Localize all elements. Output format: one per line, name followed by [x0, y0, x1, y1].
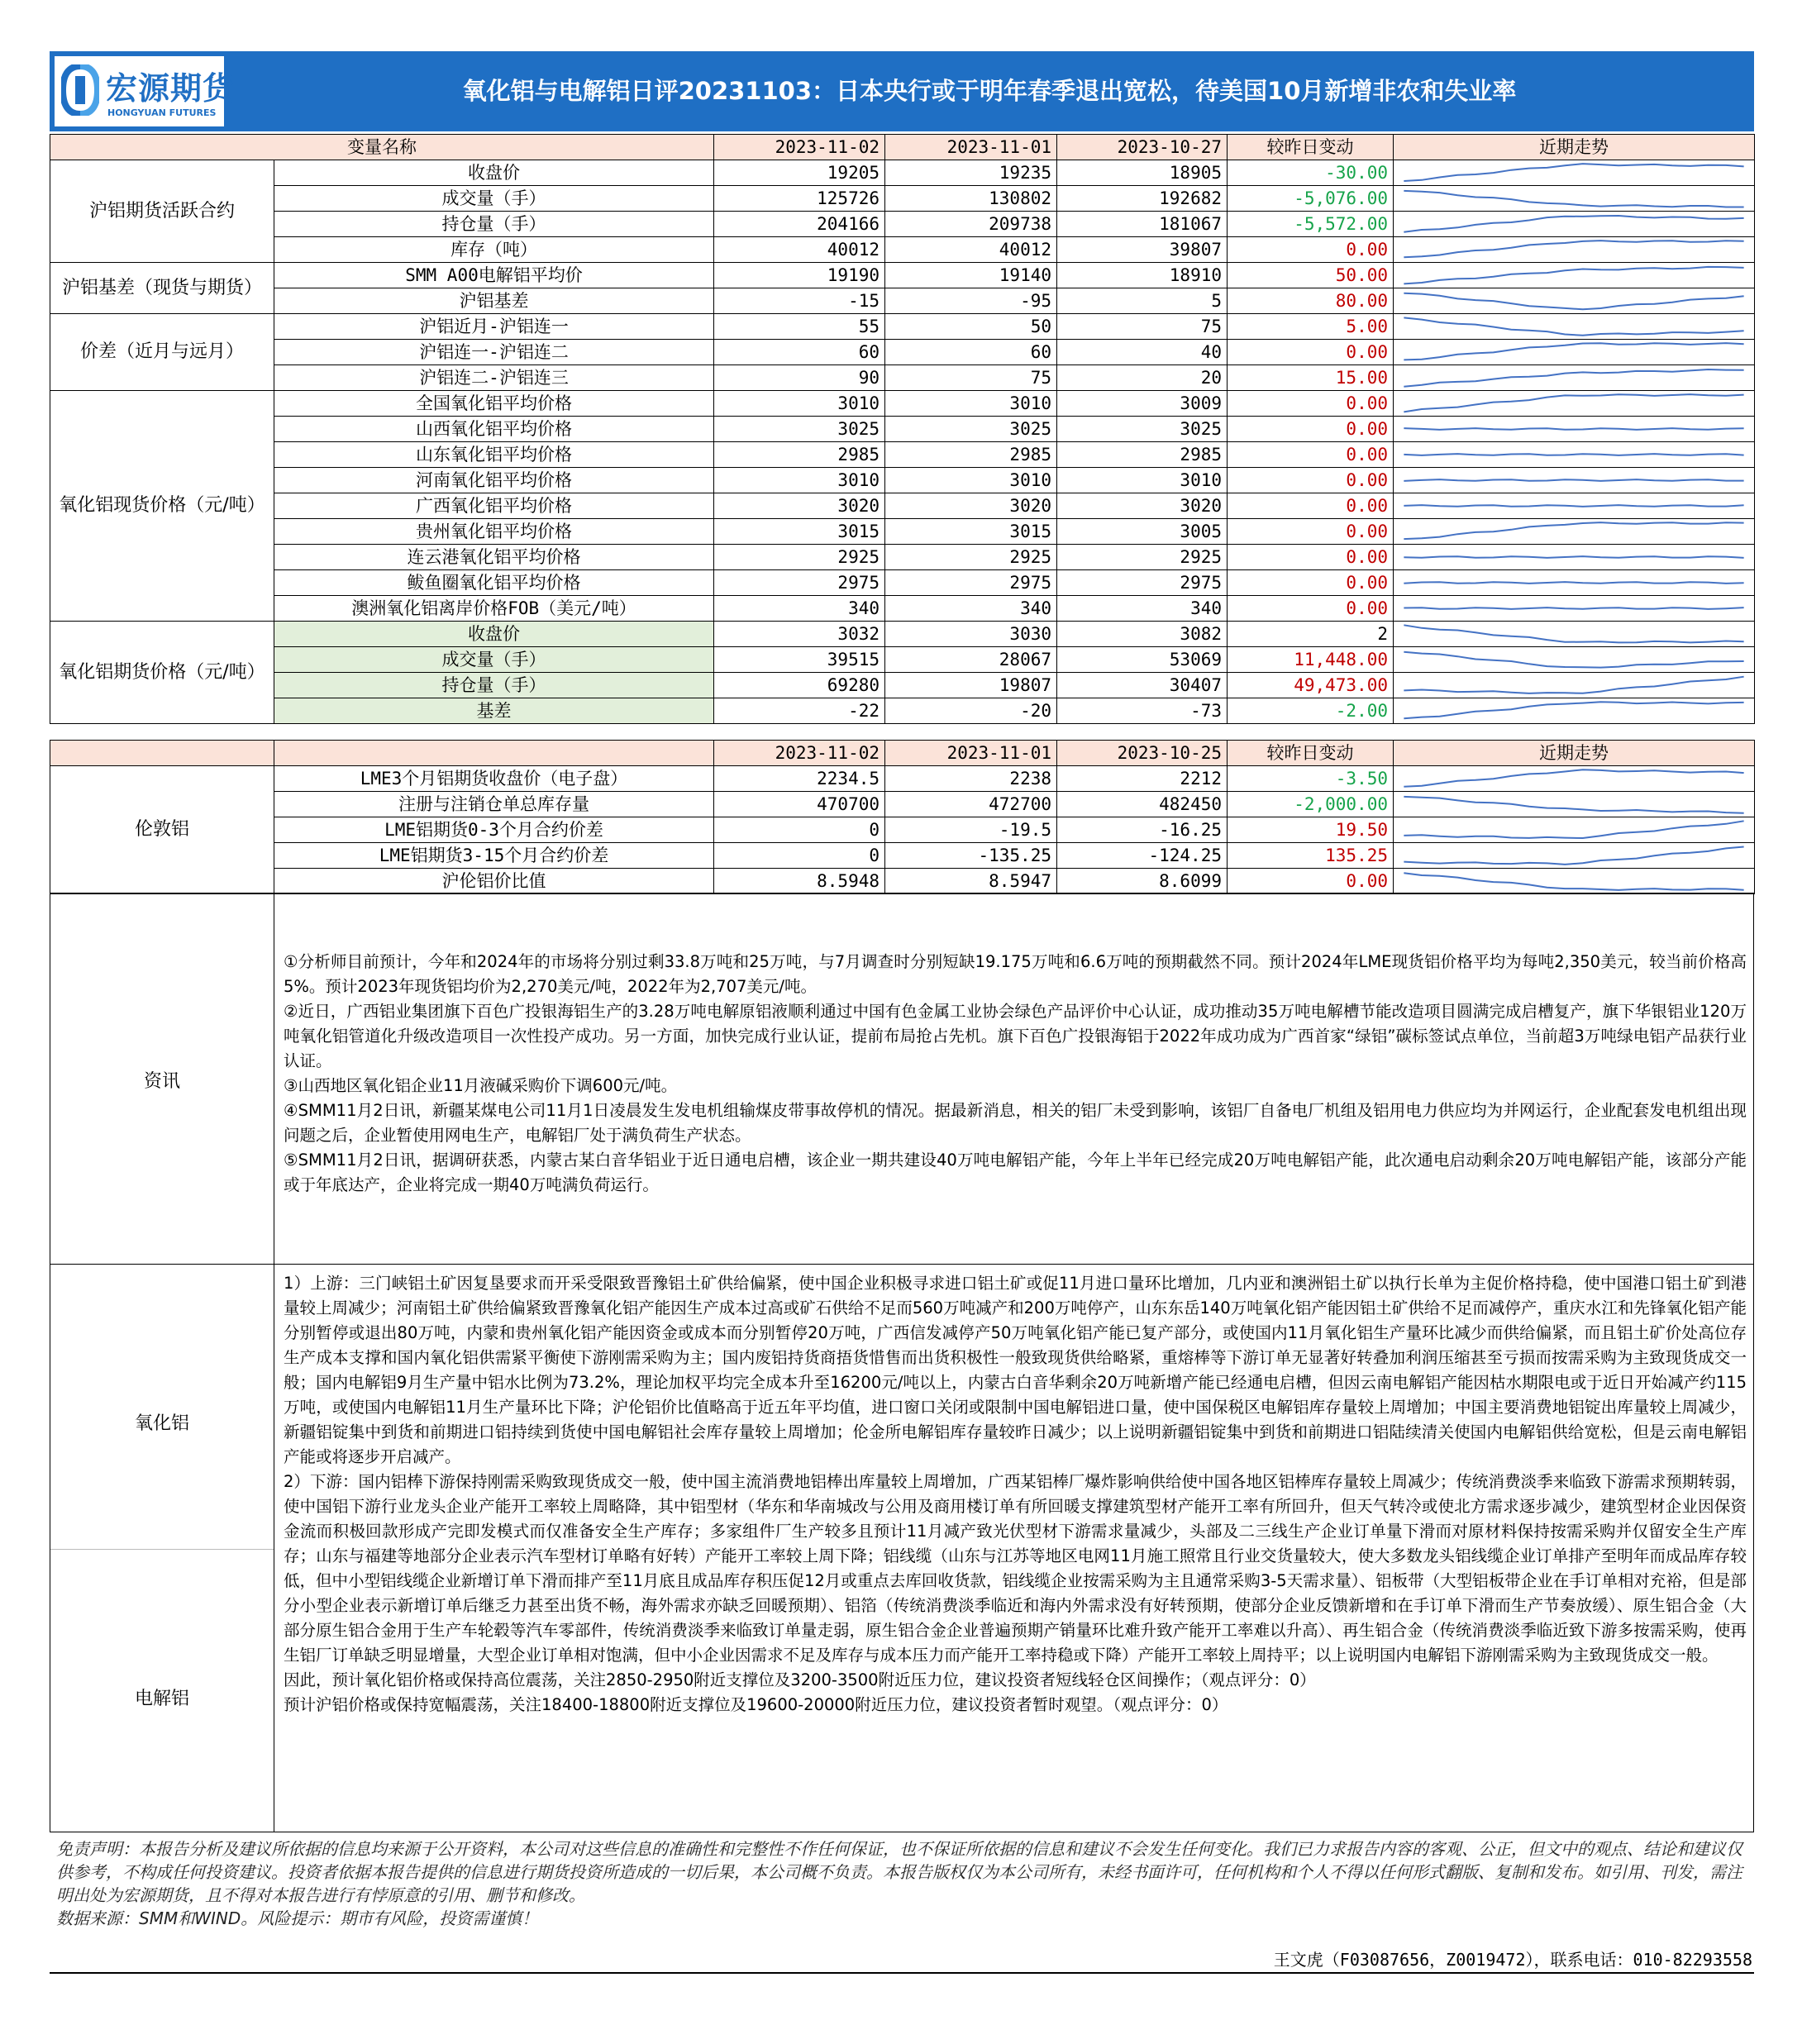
variable-name: SMM A00电解铝平均价 [274, 263, 714, 288]
variable-name: 澳洲氧化铝离岸价格FOB（美元/吨） [274, 596, 714, 622]
value-cell: 55 [714, 314, 885, 340]
change-cell: 11,448.00 [1228, 647, 1394, 673]
trend-line [1404, 479, 1743, 481]
group-label: 氧化铝现货价格（元/吨） [50, 391, 274, 622]
trend-sparkline [1399, 545, 1749, 569]
variable-name: 持仓量（手） [274, 673, 714, 698]
variable-name: LME3个月铝期货收盘价（电子盘） [274, 766, 714, 792]
value-cell: 3010 [714, 391, 885, 417]
domestic-market-table [50, 134, 1755, 724]
value-cell: 40012 [714, 237, 885, 263]
value-cell: 39515 [714, 647, 885, 673]
variable-name: 鲅鱼圈氧化铝平均价格 [274, 570, 714, 596]
trend-sparkline [1399, 766, 1749, 791]
value-cell: 75 [885, 365, 1057, 391]
trend-cell [1394, 442, 1755, 468]
change-cell: 0.00 [1228, 237, 1394, 263]
variable-name: 沪伦铝价比值 [274, 869, 714, 894]
change-cell: 0.00 [1228, 340, 1394, 365]
footer-divider [50, 1972, 1754, 1974]
variable-name: LME铝期货0-3个月合约价差 [274, 817, 714, 843]
contact-info: 王文虎（F03087656，Z0019472），联系电话：010-82293558 [1273, 1950, 1752, 1970]
trend-sparkline [1399, 493, 1749, 518]
value-cell: -15 [714, 288, 885, 314]
news-text [284, 950, 1747, 1198]
table-row [50, 160, 1755, 186]
trend-line [1404, 873, 1743, 890]
value-cell: 3025 [1057, 417, 1228, 442]
value-cell: 3020 [714, 493, 885, 519]
trend-sparkline [1399, 596, 1749, 621]
table-row [50, 493, 1755, 519]
trend-line [1404, 241, 1743, 257]
value-cell: 2985 [1057, 442, 1228, 468]
logo-mark-icon [61, 64, 99, 116]
value-cell: 3032 [714, 622, 885, 647]
variable-name: 成交量（手） [274, 186, 714, 212]
variable-name: 连云港氧化铝平均价格 [274, 545, 714, 570]
value-cell: 0 [714, 817, 885, 843]
news-label: 资讯 [143, 1071, 180, 1092]
table-row [50, 596, 1755, 622]
table-row [50, 417, 1755, 442]
header-cell: 2023-11-01 [885, 135, 1057, 160]
trend-sparkline [1399, 288, 1749, 313]
trend-cell [1394, 263, 1755, 288]
header-cell: 较昨日变动 [1228, 135, 1394, 160]
change-cell: -30.00 [1228, 160, 1394, 186]
value-cell: 3010 [885, 468, 1057, 493]
variable-name: 基差 [274, 698, 714, 724]
value-cell: -19.5 [885, 817, 1057, 843]
value-cell: 40012 [885, 237, 1057, 263]
table-row [50, 843, 1755, 869]
value-cell: 18905 [1057, 160, 1228, 186]
variable-name: 河南氧化铝平均价格 [274, 468, 714, 493]
value-cell: -95 [885, 288, 1057, 314]
trend-cell [1394, 186, 1755, 212]
value-cell: 3030 [885, 622, 1057, 647]
table-row [50, 647, 1755, 673]
trend-sparkline [1399, 647, 1749, 672]
trend-line [1404, 394, 1743, 412]
trend-cell [1394, 391, 1755, 417]
value-cell: 192682 [1057, 186, 1228, 212]
value-cell: 2975 [885, 570, 1057, 596]
value-cell: 3009 [1057, 391, 1228, 417]
table-row [50, 314, 1755, 340]
trend-sparkline [1399, 442, 1749, 467]
table-row [50, 442, 1755, 468]
variable-name: 收盘价 [274, 160, 714, 186]
table-row [50, 817, 1755, 843]
trend-cell [1394, 237, 1755, 263]
value-cell: 2212 [1057, 766, 1228, 792]
trend-sparkline [1399, 673, 1749, 698]
value-cell: 30407 [1057, 673, 1228, 698]
group-label: 伦敦铝 [50, 766, 274, 894]
table-row [50, 622, 1755, 647]
value-cell: 209738 [885, 212, 1057, 237]
value-cell: 3015 [885, 519, 1057, 545]
change-cell: 49,473.00 [1228, 673, 1394, 698]
change-cell: 19.50 [1228, 817, 1394, 843]
header-cell: 近期走势 [1394, 741, 1755, 766]
trend-line [1404, 267, 1743, 284]
table-row [50, 519, 1755, 545]
value-cell: 3010 [714, 468, 885, 493]
value-cell: 470700 [714, 792, 885, 817]
trend-cell [1394, 843, 1755, 869]
value-cell: 19205 [714, 160, 885, 186]
trend-cell [1394, 417, 1755, 442]
value-cell: 125726 [714, 186, 885, 212]
trend-line [1404, 607, 1743, 609]
news-item: ④SMM11月2日讯，新疆某煤电公司11月1日凌晨发生发电机组输煤皮带事故停机的情况。据最新消息，相关的铝厂未受到影响，该铝厂自备电厂机组及铝用电力供应均为并网运行，企业配套发电机组出现问题之后，企业暂使用网电生产，电解铝厂处于满负荷生产状态。 [284, 1101, 1747, 1145]
trend-cell [1394, 288, 1755, 314]
trend-sparkline [1399, 314, 1749, 339]
trend-line [1404, 677, 1743, 693]
trend-cell [1394, 869, 1755, 894]
value-cell: 19807 [885, 673, 1057, 698]
header-cell: 2023-10-27 [1057, 135, 1228, 160]
lme-market-table [50, 740, 1755, 894]
report-page [50, 51, 1754, 2027]
value-cell: 2985 [714, 442, 885, 468]
change-cell: 0.00 [1228, 417, 1394, 442]
trend-line [1404, 652, 1743, 668]
trend-line [1404, 522, 1743, 539]
value-cell: 2234.5 [714, 766, 885, 792]
analysis-paragraph: 1）上游：三门峡铝土矿因复垦要求而开采受限致晋豫铝土矿供给偏紧，使中国企业积极寻求进口铝土矿或促11月进口量环比增加，几内亚和澳洲铝土矿以执行长单为主促价格持稳，使中国港口铝土矿到港量较上周减少；河南铝土矿供给偏紧致晋豫氧化铝产能因生产成本过高或矿石供给不足而560万吨减产和200万吨停产，山东东岳140万吨氧化铝产能因铝土矿供给不足而减停产，重庆水江和先锋氧化铝产能分别暂停或退出80万吨，内蒙和贵州氧化铝产能因资金或成本而分别暂停20万吨，广西信发减停产50万吨氧化铝产能已复产部分，或使国内11月氧化铝生产量环比减少而供给偏紧，而且铝土矿价处高位存生产成本支撑和国内氧化铝供需紧平衡使下游刚需采购为主；国内废铝持货商捂货惜售而出货积极性一般致现货供给略紧，重熔棒等下游订单无显著好转叠加利润压缩甚至亏损而按需采购为主致现货成交一般；国内电解铝9月生产量中铝水比例为73.2%，理论加权平均完全成本升至16200元/吨以上，内蒙古白音华剩余20万吨新增产能已经通电启槽，但因云南电解铝产能因枯水期限电或于近日开始减产约115万吨，或使国内电解铝11月生产量环比下降；沪伦铝价比值略高于近五年平均值，进口窗口关闭或限制中国电解铝进口量，使中国保税区电解铝库存量较上周增加；中国主要消费地铝锭出库量较上周减少，新疆铝锭集中到货和前期进口铝持续到货使中国电解铝社会库存量较上周增加；伦金所电解铝库存量较昨日减少；以上说明新疆铝锭集中到货和前期进口铝陆续清关使国内电解铝供给宽松，但是云南电解铝产能或将逐步开启减产。 [284, 1274, 1747, 1466]
value-cell: 3025 [714, 417, 885, 442]
trend-sparkline [1399, 519, 1749, 544]
group-label: 氧化铝期货价格（元/吨） [50, 622, 274, 724]
table-row [50, 288, 1755, 314]
trend-sparkline [1399, 263, 1749, 288]
variable-name: 持仓量（手） [274, 212, 714, 237]
variable-name: 贵州氧化铝平均价格 [274, 519, 714, 545]
table-row [50, 391, 1755, 417]
variable-name: 库存（吨） [274, 237, 714, 263]
trend-line [1404, 317, 1743, 335]
change-cell: 0.00 [1228, 493, 1394, 519]
variable-name: 收盘价 [274, 622, 714, 647]
trend-sparkline [1399, 698, 1749, 723]
trend-line [1404, 216, 1743, 232]
trend-sparkline [1399, 792, 1749, 817]
value-cell: 5 [1057, 288, 1228, 314]
change-cell: 0.00 [1228, 442, 1394, 468]
value-cell: 69280 [714, 673, 885, 698]
trend-sparkline [1399, 160, 1749, 185]
trend-sparkline [1399, 817, 1749, 842]
value-cell: 18910 [1057, 263, 1228, 288]
value-cell: 482450 [1057, 792, 1228, 817]
trend-sparkline [1399, 468, 1749, 493]
header-blank [274, 741, 714, 766]
value-cell: -124.25 [1057, 843, 1228, 869]
value-cell: 39807 [1057, 237, 1228, 263]
value-cell: 2985 [885, 442, 1057, 468]
group-label: 价差（近月与远月） [50, 314, 274, 391]
value-cell: 3010 [885, 391, 1057, 417]
header-cell: 2023-11-01 [885, 741, 1057, 766]
trend-cell [1394, 545, 1755, 570]
value-cell: 2925 [1057, 545, 1228, 570]
aluminum-label: 电解铝 [134, 1689, 189, 1709]
data-source-text: 数据来源：SMM和WIND。风险提示：期市有风险，投资需谨慎！ [56, 1908, 539, 1928]
trend-cell [1394, 570, 1755, 596]
value-cell: 3020 [1057, 493, 1228, 519]
trend-line [1404, 428, 1743, 430]
alumina-label: 氧化铝 [134, 1413, 189, 1434]
change-cell: 135.25 [1228, 843, 1394, 869]
value-cell: 181067 [1057, 212, 1228, 237]
news-item: ③山西地区氧化铝企业11月液碱采购价下调600元/吨。 [284, 1076, 678, 1095]
trend-cell [1394, 673, 1755, 698]
value-cell: 75 [1057, 314, 1228, 340]
trend-line [1404, 582, 1743, 584]
value-cell: 2925 [714, 545, 885, 570]
table-header-row [50, 741, 1755, 766]
logo-en-text: HONGYUAN FUTURES [107, 107, 217, 118]
analysis-text [284, 1271, 1747, 1718]
table-row [50, 698, 1755, 724]
trend-line [1404, 556, 1743, 558]
trend-cell [1394, 766, 1755, 792]
value-cell: 60 [885, 340, 1057, 365]
trend-cell [1394, 468, 1755, 493]
header-blank [50, 741, 274, 766]
variable-name: LME铝期货3-15个月合约价差 [274, 843, 714, 869]
value-cell: 2238 [885, 766, 1057, 792]
change-cell: 0.00 [1228, 468, 1394, 493]
news-item: ②近日，广西铝业集团旗下百色广投银海铝生产的3.28万吨电解原铝液顺利通过中国有色金属工业协会绿色产品评价中心认证，成功推动35万吨电解槽节能改造项目圆满完成启槽复产，旗下华银铝业120万吨氧化铝管道化升级改造项目一次性投产成功。另一方面，加快完成行业认证，提前布局抢占先机。旗下百色广投银海铝于2022年成功成为广西首家“绿铝”碳标签试点单位，当前超3万吨绿电铝产品获行业认证。 [284, 1002, 1747, 1070]
trend-sparkline [1399, 417, 1749, 441]
value-cell: -22 [714, 698, 885, 724]
disclaimer-text: 免责声明：本报告分析及建议所依据的信息均来源于公开资料，本公司对这些信息的准确性和完整性不作任何保证，也不保证所依据的信息和建议不会发生任何变化。我们已力求报告内容的客观、公正，但文中的观点、结论和建议仅供参考，不构成任何投资建议。投资者依据本报告提供的信息进行期货投资所造成的一切后果，本公司概不负责。本报告版权仅为本公司所有，未经书面许可，任何机构和个人不得以任何形式翻版、复制和发布。如引用、刊发，需注明出处为宏源期货，且不得对本报告进行有悖原意的引用、删节和修改。 [56, 1839, 1742, 1905]
value-cell: 53069 [1057, 647, 1228, 673]
value-cell: 472700 [885, 792, 1057, 817]
trend-sparkline [1399, 570, 1749, 595]
news-item: ①分析师目前预计，今年和2024年的市场将分别过剩33.8万吨和25万吨，与7月调查时分别短缺19.175万吨和6.6万吨的预期截然不同。预计2024年LME现货铝价格平均为每吨2,350美元，较当前价格高5%。预计2023年现货铝均价为2,270美元/吨，2022年为2,707美元/吨。 [284, 952, 1747, 996]
trend-sparkline [1399, 391, 1749, 416]
value-cell: 3020 [885, 493, 1057, 519]
trend-line [1404, 625, 1743, 642]
table-row [50, 365, 1755, 391]
value-cell: 28067 [885, 647, 1057, 673]
variable-name: 沪铝基差 [274, 288, 714, 314]
value-cell: 60 [714, 340, 885, 365]
change-cell: 50.00 [1228, 263, 1394, 288]
value-cell: 3005 [1057, 519, 1228, 545]
change-cell: 0.00 [1228, 545, 1394, 570]
trend-line [1404, 369, 1743, 387]
trend-cell [1394, 314, 1755, 340]
group-label: 沪铝期货活跃合约 [50, 160, 274, 263]
trend-cell [1394, 212, 1755, 237]
table-row [50, 792, 1755, 817]
table-row [50, 340, 1755, 365]
variable-name: 全国氧化铝平均价格 [274, 391, 714, 417]
value-cell: 340 [1057, 596, 1228, 622]
trend-sparkline [1399, 186, 1749, 211]
value-cell: -73 [1057, 698, 1228, 724]
trend-line [1404, 293, 1743, 310]
trend-cell [1394, 647, 1755, 673]
trend-line [1404, 847, 1743, 865]
variable-name: 沪铝连二-沪铝连三 [274, 365, 714, 391]
value-cell: 130802 [885, 186, 1057, 212]
value-cell: 2975 [714, 570, 885, 596]
change-cell: 0.00 [1228, 596, 1394, 622]
table-row [50, 869, 1755, 894]
change-cell: 5.00 [1228, 314, 1394, 340]
value-cell: 0 [714, 843, 885, 869]
value-cell: 3010 [1057, 468, 1228, 493]
value-cell: 8.5948 [714, 869, 885, 894]
trend-sparkline [1399, 843, 1749, 868]
change-cell: -5,076.00 [1228, 186, 1394, 212]
trend-sparkline [1399, 212, 1749, 236]
value-cell: -20 [885, 698, 1057, 724]
value-cell: 90 [714, 365, 885, 391]
header-cell: 2023-11-02 [714, 741, 885, 766]
logo-cn-text: 宏源期货 [106, 70, 236, 107]
analysis-paragraph: 预计沪铝价格或保持宽幅震荡，关注18400-18800附近支撑位及19600-20000附近压力位，建议投资者暂时观望。（观点评分：0） [284, 1695, 1228, 1714]
change-cell: -3.50 [1228, 766, 1394, 792]
trend-line [1404, 454, 1743, 455]
analysis-paragraph: 2）下游：国内铝棒下游保持刚需采购致现货成交一般，使中国主流消费地铝棒出库量较上周增加，广西某铝棒厂爆炸影响供给使中国各地区铝棒库存量较上周减少；传统消费淡季来临致下游需求预期转弱，使中国铝下游行业龙头企业产能开工率较上周略降，其中铝型材（华东和华南城改与公用及商用楼订单有所回暖支撑建筑型材产能开工率有所回升，但天气转冷或使北方需求逐步减少，建筑型材企业因保资金流而积极回款形成产完即发模式而仅准备安全生产库存；多家组件厂生产较多且预计11月减产致光伏型材下游需求量减少，头部及二三线生产企业订单量下滑而对原材料保持按需采购并仅留安全生产库存；山东与福建等地部分企业表示汽车型材订单略有好转）产能开工率较上周下降；铝线缆（山东与江苏等地区电网11月施工照常且行业交货量较大，使大多数龙头铝线缆企业订单排产至明年而成品库存较低，但中小型铝线缆企业新增订单下滑而排产至11月底且成品库存积压促12月或重点去库回收货款，铝线缆企业按需采购为主且通常采购3-5天需求量）、铝板带（大型铝板带企业在手订单相对充裕，但是部分小型企业表示新增订单后继乏力甚至出货不畅，海外需求亦缺乏回暖预期）、铝箔（传统消费淡季临近和海内外需求没有好转预期，使部分企业反馈新增和在手订单下滑而生产节奏放缓）、原生铝合金（大部分原生铝合金用于生产车轮毂等汽车零部件，传统消费淡季来临致订单量走弱，原生铝合金企业普遍预期产销量环比难升致产能开工率难以升高）、再生铝合金（传统消费淡季临近致下游多按需采购，使再生铝厂订单缺乏明显增量，大型企业订单相对饱满，但中小企业因需求不足及库存与成本压力而产能开工率持稳或下降）产能开工率较上周持平；以上说明国内电解铝下游刚需采购为主致现货成交一般。 [284, 1472, 1747, 1665]
trend-cell [1394, 817, 1755, 843]
value-cell: 19235 [885, 160, 1057, 186]
header-cell: 2023-11-02 [714, 135, 885, 160]
value-cell: 204166 [714, 212, 885, 237]
value-cell: 50 [885, 314, 1057, 340]
trend-cell [1394, 519, 1755, 545]
report-header [50, 51, 1754, 131]
change-cell: 0.00 [1228, 391, 1394, 417]
trend-line [1404, 797, 1743, 813]
header-cell: 近期走势 [1394, 135, 1755, 160]
change-cell: 0.00 [1228, 519, 1394, 545]
trend-sparkline [1399, 237, 1749, 262]
trend-cell [1394, 365, 1755, 391]
trend-cell [1394, 160, 1755, 186]
value-cell: 3025 [885, 417, 1057, 442]
value-cell: 2975 [1057, 570, 1228, 596]
trend-line [1404, 164, 1743, 181]
change-cell: 80.00 [1228, 288, 1394, 314]
value-cell: 3015 [714, 519, 885, 545]
news-section [50, 893, 1754, 1265]
value-cell: 3082 [1057, 622, 1228, 647]
trend-line [1404, 191, 1743, 207]
table-header-row [50, 135, 1755, 160]
table-row [50, 212, 1755, 237]
variable-name: 广西氧化铝平均价格 [274, 493, 714, 519]
trend-sparkline [1399, 365, 1749, 390]
table-row [50, 186, 1755, 212]
trend-cell [1394, 792, 1755, 817]
trend-cell [1394, 698, 1755, 724]
trend-cell [1394, 340, 1755, 365]
table-row [50, 673, 1755, 698]
trend-line [1404, 821, 1743, 838]
table-row [50, 468, 1755, 493]
table-row [50, 766, 1755, 792]
trend-sparkline [1399, 340, 1749, 364]
variable-name: 山东氧化铝平均价格 [274, 442, 714, 468]
table-row [50, 545, 1755, 570]
value-cell: 40 [1057, 340, 1228, 365]
report-title: 氧化铝与电解铝日评20231103：日本央行或于明年春季退出宽松，待美国10月新增非农和失业率 [462, 77, 1517, 105]
value-cell: 8.5947 [885, 869, 1057, 894]
company-logo [55, 56, 236, 126]
trend-line [1404, 769, 1743, 787]
value-cell: 19190 [714, 263, 885, 288]
header-cell: 2023-10-25 [1057, 741, 1228, 766]
analysis-section [50, 1264, 1754, 1832]
table-row [50, 570, 1755, 596]
trend-line [1404, 702, 1743, 718]
variable-name: 山西氧化铝平均价格 [274, 417, 714, 442]
change-cell: 2 [1228, 622, 1394, 647]
variable-name: 成交量（手） [274, 647, 714, 673]
news-item: ⑤SMM11月2日讯，据调研获悉，内蒙古某白音华铝业于近日通电启槽，该企业一期共建设40万吨电解铝产能，今年上半年已经完成20万吨电解铝产能，此次通电启动剩余20万吨电解铝产能，该部分产能或于年底达产，企业将完成一期40万吨满负荷运行。 [284, 1151, 1747, 1194]
change-cell: -2.00 [1228, 698, 1394, 724]
trend-cell [1394, 596, 1755, 622]
value-cell: 340 [714, 596, 885, 622]
trend-cell [1394, 493, 1755, 519]
header-cell: 较昨日变动 [1228, 741, 1394, 766]
disclaimer [50, 1832, 1754, 1936]
value-cell: 19140 [885, 263, 1057, 288]
value-cell: 20 [1057, 365, 1228, 391]
value-cell: 2925 [885, 545, 1057, 570]
value-cell: -16.25 [1057, 817, 1228, 843]
trend-line [1404, 343, 1743, 360]
variable-name: 沪铝近月-沪铝连一 [274, 314, 714, 340]
change-cell: -5,572.00 [1228, 212, 1394, 237]
trend-cell [1394, 622, 1755, 647]
change-cell: -2,000.00 [1228, 792, 1394, 817]
change-cell: 0.00 [1228, 869, 1394, 894]
value-cell: 340 [885, 596, 1057, 622]
table-row [50, 237, 1755, 263]
change-cell: 15.00 [1228, 365, 1394, 391]
trend-sparkline [1399, 869, 1749, 893]
group-label: 沪铝基差（现货与期货） [50, 263, 274, 314]
variable-name: 沪铝连一-沪铝连二 [274, 340, 714, 365]
trend-line [1404, 505, 1743, 507]
trend-sparkline [1399, 622, 1749, 646]
header-variable-name: 变量名称 [50, 135, 714, 160]
change-cell: 0.00 [1228, 570, 1394, 596]
analysis-paragraph: 因此，预计氧化铝价格或保持高位震荡，关注2850-2950附近支撑位及3200-3500附近压力位，建议投资者短线轻仓区间操作；（观点评分：0） [284, 1670, 1316, 1689]
value-cell: -135.25 [885, 843, 1057, 869]
variable-name: 注册与注销仓单总库存量 [274, 792, 714, 817]
value-cell: 8.6099 [1057, 869, 1228, 894]
table-row [50, 263, 1755, 288]
